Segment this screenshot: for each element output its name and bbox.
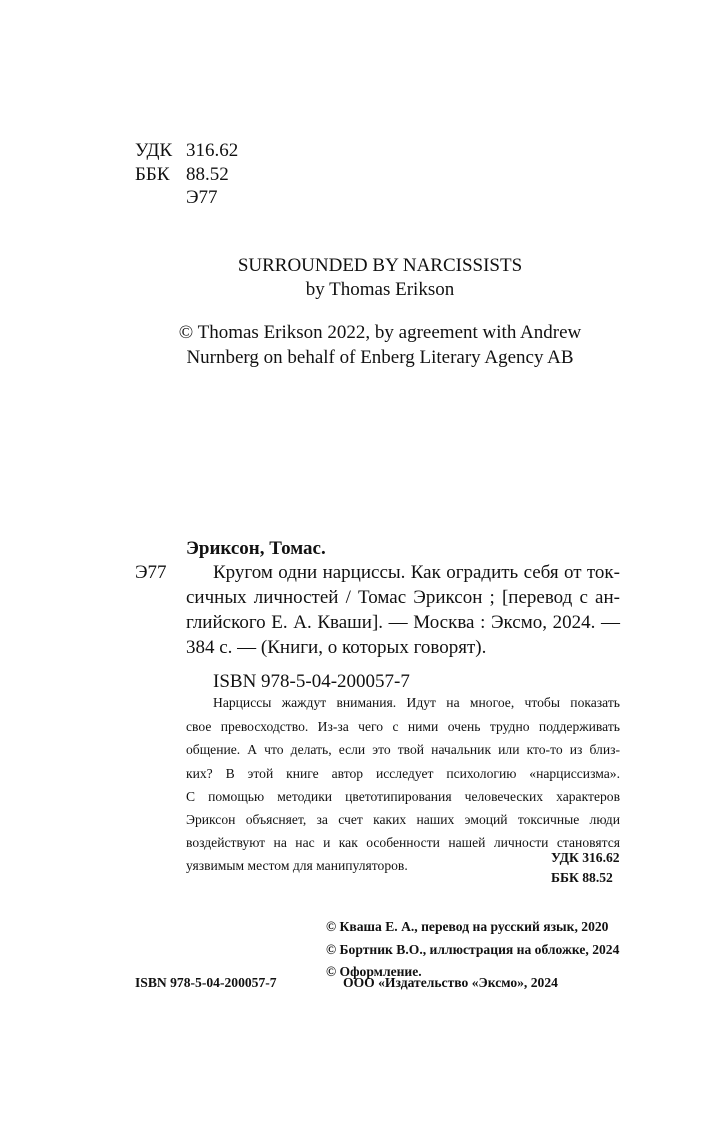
index-udk: УДК 316.62	[551, 850, 620, 865]
footer-isbn: ISBN 978-5-04-200057-7	[135, 975, 277, 990]
record-isbn: ISBN 978-5-04-200057-7	[213, 671, 410, 692]
record-heading: Эриксон, Томас.	[186, 538, 326, 559]
original-author: by Thomas Erikson	[305, 279, 455, 300]
record-line: глийского Е. А. Кваши]. — Москва : Эксмо, 2024. —	[186, 612, 620, 633]
annotation-line: С помощью методики цветотипирования человеческих характеров	[186, 789, 620, 804]
annotation-line: свое превосходство. Из-за чего с ними очень трудно поддерживать	[186, 719, 620, 734]
record-line: 384 с. — (Книги, о которых говорят).	[186, 637, 487, 658]
original-title: SURROUNDED BY NARCISSISTS	[237, 255, 523, 276]
annotation-line: уязвимым местом для манипуляторов.	[186, 858, 408, 873]
record-line: сичных личностей / Томас Эриксон ; [перевод с ан-	[186, 587, 620, 608]
author-mark: Э77	[186, 187, 218, 208]
annotation-line: ких? В этой книге автор исследует психологию «нарциссизма».	[186, 766, 620, 781]
bbk-label: ББК	[135, 164, 170, 185]
annotation-line: общение. А что делать, если это твой начальник или кто-то из близ-	[186, 742, 620, 757]
copyright-line: © Thomas Erikson 2022, by agreement with Andrew	[178, 322, 582, 343]
copyright-translation: © Кваша Е. А., перевод на русский язык, 2020	[326, 919, 609, 934]
copyright-design: © Оформление.	[326, 964, 422, 979]
record-line: Кругом одни нарциссы. Как оградить себя от ток-	[213, 562, 620, 583]
index-bbk: ББК 88.52	[551, 870, 613, 885]
copyright-line: Nurnberg on behalf of Enberg Literary Agency AB	[186, 347, 574, 368]
udk-label: УДК	[135, 140, 173, 161]
copyright-illustration: © Бортник В.О., иллюстрация на обложке, 2024	[326, 942, 620, 957]
annotation-line: воздействуют на нас и как особенности нашей личности становятся	[186, 835, 620, 850]
publisher: ООО «Издательство «Эксмо», 2024	[343, 975, 558, 990]
bbk-value: 88.52	[186, 164, 229, 185]
annotation-line: Нарциссы жаждут внимания. Идут на многое, чтобы показать	[213, 695, 620, 710]
annotation-line: Эриксон объясняет, за счет каких наших эмоций токсичные люди	[186, 812, 620, 827]
udk-value: 316.62	[186, 140, 239, 161]
record-mark: Э77	[135, 562, 167, 583]
